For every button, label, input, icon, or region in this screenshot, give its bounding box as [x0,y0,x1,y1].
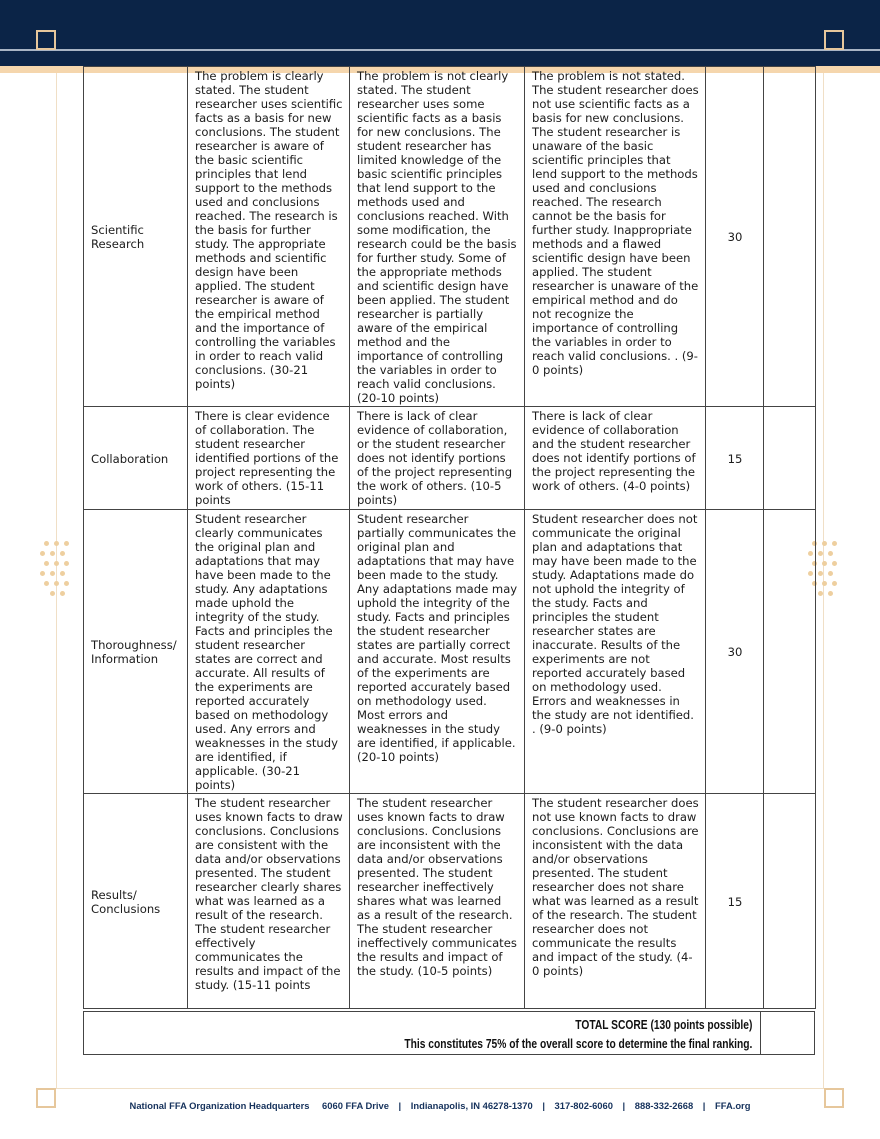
points-cell: 15 [706,794,764,1009]
total-score-note: This constitutes 75% of the overall score to determine the final ranking. [403,1037,752,1051]
corner-square-top-left [36,30,56,50]
high-level-cell: There is clear evidence of collaboration. The student researcher identified portions of the project representing the work of others. (15-11 points [188,407,350,510]
footer-website-link[interactable]: FFA.org [715,1100,751,1111]
high-level-cell: The problem is clearly stated. The student researcher uses scientific facts as a basis for new conclusions. The student researcher is aware of the basic scientific principles that lend support to the methods used and conclusions reached. The research is the basis for further study. The appropriate methods and scientific design have been applied. The student researcher is aware of the empirical method and the importance of controlling the variables in order to reach valid conclusions. (30-21 points) [188,67,350,407]
footer-org: National FFA Organization Headquarters [129,1100,310,1111]
table-row [84,510,816,794]
footer-city: Indianapolis, IN 46278-1370 [410,1100,533,1111]
criterion-cell: Scientific Research [84,67,188,407]
mid-level-cell: Student researcher partially communicates the original plan and adaptations that may have been made to the study. Any adaptations made may uphold the integrity of the study. Facts and principles the student researcher states are partially correct and accurate. Most results of the experiments are reported accurately based on methodology used. Most errors and weaknesses in the study are identified, if applicable. (20-10 points) [350,510,525,794]
footer-street: 6060 FFA Drive [322,1100,389,1111]
footer-phone-2: 888-332-2668 [634,1100,694,1111]
mid-level-cell: There is lack of clear evidence of collaboration, or the student researcher does not identify portions of the project representing the work of others. (10-5 points) [350,407,525,510]
dot-pattern-left [40,541,74,597]
low-level-cell: There is lack of clear evidence of collaboration and the student researcher does not identify portions of the project representing the work of others. (4-0 points) [525,407,706,510]
criterion-cell: Thoroughness/ Information [84,510,188,794]
table-row [84,407,816,510]
score-cell[interactable] [764,510,816,794]
corner-square-top-right [824,30,844,50]
table-row [84,794,816,1009]
total-score-title: TOTAL SCORE (130 points possible) [574,1018,752,1032]
high-level-cell: The student researcher uses known facts to draw conclusions. Conclusions are consistent with the data and/or observations presented. The student researcher clearly shares what was learned as a result of the research. The student researcher effectively communicates the results and impact of the study. (15-11 points [188,794,350,1009]
low-level-cell: The student researcher does not use known facts to draw conclusions. Conclusions are inconsistent with the data and/or observations presented. The student researcher does not share what was learned as a result of the research. The student researcher does not communicate the results and impact of the study. (4-0 points) [525,794,706,1009]
table-row [84,67,816,407]
header-rule [0,49,880,51]
score-cell[interactable] [764,794,816,1009]
footer-phone-1: 317-802-6060 [554,1100,613,1111]
rubric-table [83,66,816,1009]
score-cell[interactable] [764,407,816,510]
mid-level-cell: The problem is not clearly stated. The student researcher uses some scientific facts as a basis for new conclusions. The student researcher has limited knowledge of the basic scientific principles that lend support to the methods used and conclusions reached. With some modification, the research could be the basis for further study. Some of the appropriate methods and scientific design have been applied. The student researcher is partially aware of the empirical method and the importance of controlling the variables in order to reach valid conclusions. (20-10 points) [350,67,525,407]
low-level-cell: The problem is not stated. The student researcher does not use scientific facts as a basis for new conclusions. The student researcher is unaware of the basic scientific principles that lend support to the methods used and conclusions reached. The research cannot be the basis for further study. Inappropriate methods and a flawed scientific design have been applied. The student researcher is unaware of the empirical method and do not recognize the importance of controlling the variables in order to reach valid conclusions. . (9-0 points) [525,67,706,407]
footer-address: National FFA Organization Headquarters 6060 FFA Drive | Indianapolis, IN 46278-1370 | 317-802-6060 | 888-332-2668 | FFA.org [129,1100,751,1111]
points-cell: 30 [706,67,764,407]
points-cell: 15 [706,407,764,510]
high-level-cell: Student researcher clearly communicates the original plan and adaptations that may have been made to the study. Any adaptations made uphold the integrity of the study. Facts and principles the student researcher states are correct and accurate. All results of the experiments are reported accurately based on methodology used. Any errors and weaknesses in the study are identified, if applicable. (30-21 points) [188,510,350,794]
low-level-cell: Student researcher does not communicate the original plan and adaptations that may have been made to the study. Adaptations made do not uphold the integrity of the study. Facts and principles the student researcher states are inaccurate. Results of the experiments are not reported accurately based on methodology used. Errors and weaknesses in the study are not identified. . (9-0 points) [525,510,706,794]
total-score-box [83,1011,815,1055]
header-band [0,0,880,66]
frame-line-bottom [36,1088,844,1089]
total-score-label [404,1016,752,1054]
criterion-cell: Collaboration [84,407,188,510]
points-cell: 30 [706,510,764,794]
criterion-cell: Results/ Conclusions [84,794,188,1009]
mid-level-cell: The student researcher uses known facts to draw conclusions. Conclusions are inconsistent with the data and/or observations presented. The student researcher ineffectively shares what was learned as a result of the research. The student researcher ineffectively communicates the results and impact of the study. (10-5 points) [350,794,525,1009]
total-score-cell[interactable] [760,1012,814,1054]
score-cell[interactable] [764,67,816,407]
